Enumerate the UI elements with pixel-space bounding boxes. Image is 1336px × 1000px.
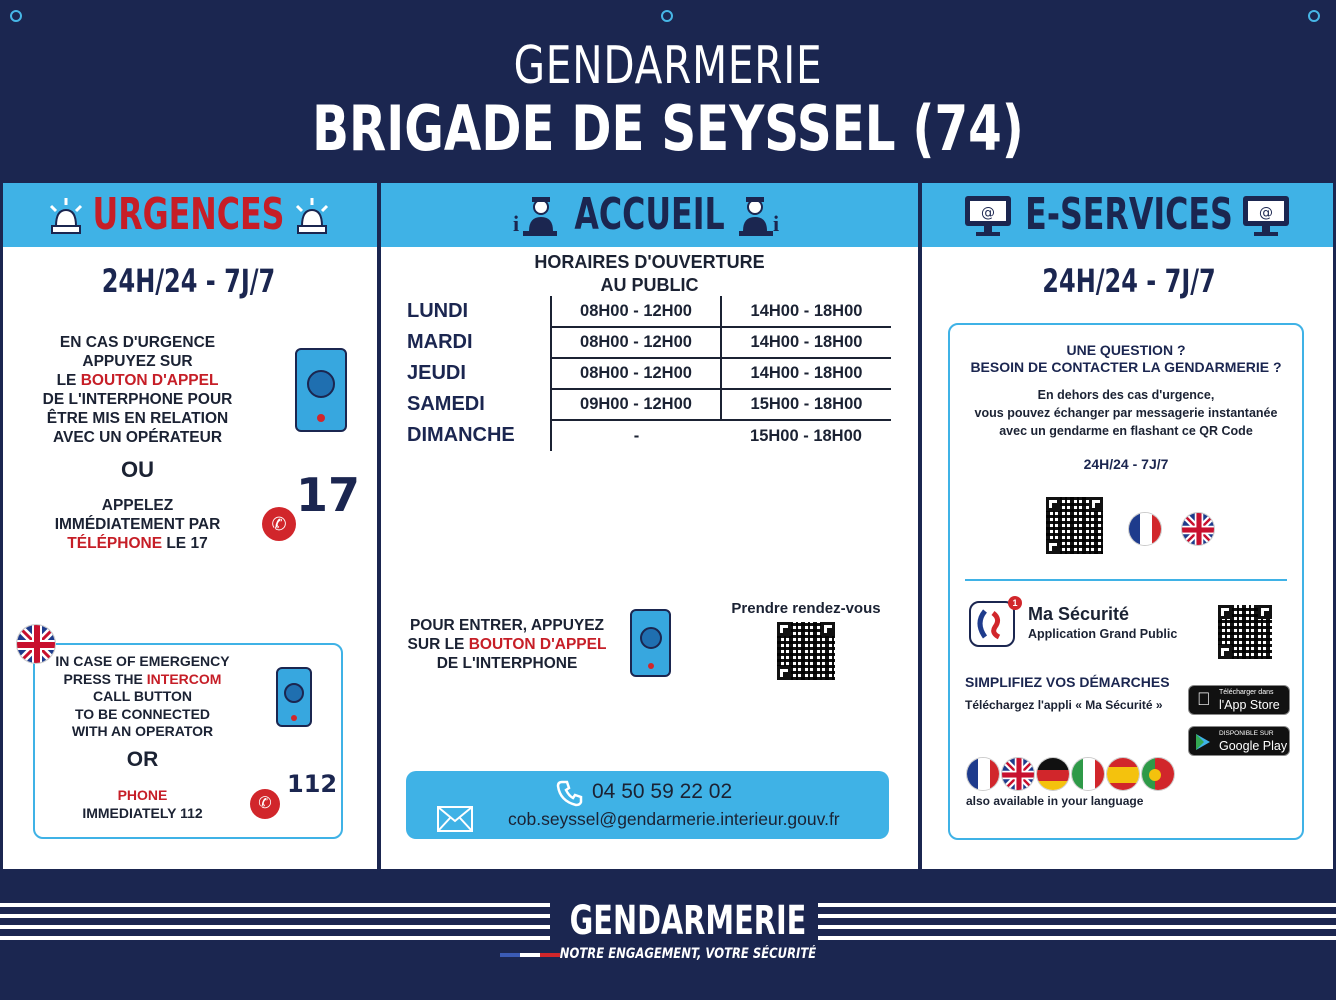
table-row [405,358,891,389]
text-line: ÊTRE MIS EN RELATION [46,410,229,427]
text-line: EN CAS D'URGENCE [59,334,216,351]
day-cell: DIMANCHE [407,424,515,446]
text-line: APPUYEZ SUR [82,353,193,370]
opening-hours-table [405,296,891,451]
table-row [405,389,891,420]
intercom-button-icon [640,627,662,649]
afternoon-cell: 14H00 - 18H00 [721,296,891,327]
french-flag-icon [966,757,1000,791]
german-flag-icon [1036,757,1070,791]
simplify-heading: SIMPLIFIEZ VOS DÉMARCHES [965,674,1170,690]
svg-text:i: i [513,211,520,236]
text-line: AVEC UN OPÉRATEUR [52,429,223,446]
column-divider [918,183,922,869]
footer-stripe [818,903,1336,907]
intercom-icon [630,609,671,677]
portuguese-flag-icon [1141,757,1175,791]
english-instructions [50,653,235,741]
store-big-label: Google Play [1219,739,1288,753]
text-line: DE L'INTERPHONE POUR [42,391,233,408]
call-button-highlight: BOUTON D'APPEL [80,372,219,389]
intercom-button-icon [284,683,304,703]
phone-icon: ✆ [262,507,296,541]
languages-note: also available in your language [966,794,1144,808]
text-line: IMMÉDIATEMENT PAR [54,516,221,533]
svg-text:@: @ [981,205,995,221]
text-fragment: SUR LE [407,636,469,653]
telephone-highlight: TÉLÉPHONE [67,535,163,552]
left-edge [0,183,3,869]
intercom-led-icon [317,414,325,422]
day-cell: LUNDI [407,300,469,322]
morning-cell: 08H00 - 12H00 [551,358,721,389]
english-call-text [50,787,235,822]
eservices-hours: 24H/24 - 7J/7 [1042,262,1216,300]
spanish-flag-icon [1106,757,1140,791]
footer-stripe [818,925,1336,929]
header-title: GENDARMERIE [513,36,823,96]
day-cell: JEUDI [407,362,466,384]
header-banner [0,0,1336,183]
computer-icon [1240,193,1292,239]
corner-ring-icon [661,10,673,22]
morning-cell: - [551,420,721,451]
intercom-led-icon [291,715,297,721]
or-separator: OR [126,748,159,771]
store-big-label: l'App Store [1219,698,1280,712]
envelope-icon [437,806,473,832]
urgences-hours: 24H/24 - 7J/7 [101,262,276,300]
emergency-number-112: 112 [287,770,338,798]
text-line: APPELEZ [101,497,174,514]
download-text: Téléchargez l'appli « Ma Sécurité » [965,698,1163,712]
phone-icon: ✆ [250,789,280,819]
contact-phone-number[interactable]: 04 50 59 22 02 [592,780,733,803]
intercom-led-icon [648,663,654,669]
text-line: UNE QUESTION ? [1066,342,1186,358]
apple-icon [1197,689,1211,710]
text-line: BESOIN DE CONTACTER LA GENDARMERIE ? [970,359,1282,375]
chat-qr-code[interactable] [1046,497,1103,554]
intercom-icon [276,667,312,727]
tricolor-bar [500,953,560,957]
text-line [50,671,235,689]
ou-separator: OU [121,457,154,482]
footer-stripe [0,936,550,940]
appointment-qr-code[interactable] [777,622,835,680]
store-small-label: DISPONIBLE SUR [1219,730,1274,737]
footer-stripe [0,925,550,929]
text-line: CALL BUTTON [92,688,193,704]
app-store-button[interactable] [1188,685,1290,715]
table-row [405,327,891,358]
urgences-instructions [20,333,255,447]
question-heading [948,342,1304,376]
accueil-title: ACCUEIL [574,189,725,240]
footer-brand: GENDARMERIE [569,898,807,944]
text-line: TO BE CONNECTED [74,705,211,722]
afternoon-cell: 15H00 - 18H00 [750,426,862,445]
footer-slogan: NOTRE ENGAGEMENT, VOTRE SÉCURITÉ [559,946,817,962]
appointment-label: Prendre rendez-vous [731,600,881,617]
eservices-title: E-SERVICES [1025,189,1233,240]
urgences-title: URGENCES [92,189,285,240]
text-line: HORAIRES D'OUVERTURE [534,252,765,272]
contact-email[interactable]: cob.seyssel@gendarmerie.interieur.gouv.fr [508,809,840,829]
intercom-icon [295,348,347,432]
text-line: IMMEDIATELY 112 [82,804,203,821]
enter-instructions [398,616,616,673]
chat-hours: 24H/24 - 7J/7 [1083,456,1169,472]
svg-text:i: i [773,211,780,236]
italian-flag-icon [1071,757,1105,791]
play-icon [1195,733,1211,751]
intercom-highlight: INTERCOM [146,670,222,687]
siren-icon [292,196,332,236]
corner-ring-icon [10,10,22,22]
afternoon-cell: 15H00 - 18H00 [721,389,891,420]
urgences-call-text [20,496,255,553]
french-flag-icon[interactable] [1128,512,1162,546]
text-line: IN CASE OF EMERGENCY [55,653,230,669]
text-fragment: PRESS THE [63,670,147,687]
header-subtitle: BRIGADE DE SEYSSEL (74) [312,92,1024,165]
text-line [398,635,616,654]
day-cell: SAMEDI [407,393,485,415]
text-line: DE L'INTERPHONE [436,655,578,672]
text-line: En dehors des cas d'urgence, [1037,388,1215,402]
emergency-number-17: 17 [296,468,361,522]
morning-cell: 08H00 - 12H00 [551,327,721,358]
app-name: Ma Sécurité [1028,604,1130,624]
morning-cell: 08H00 - 12H00 [551,296,721,327]
uk-flag-icon [1001,757,1035,791]
corner-ring-icon [1308,10,1320,22]
morning-cell: 09H00 - 12H00 [551,389,721,420]
uk-flag-icon[interactable] [1181,512,1215,546]
text-line: vous pouvez échanger par messagerie instantanée [974,406,1278,420]
opening-hours-title [381,251,918,297]
ma-securite-app-icon[interactable] [969,601,1015,647]
day-cell: MARDI [407,331,473,353]
footer-stripe [818,936,1336,940]
eservices-band [922,183,1336,247]
text-fragment: LE 17 [162,535,208,552]
app-subtitle: Application Grand Public [1028,627,1178,641]
divider [965,579,1287,581]
text-line: AU PUBLIC [600,275,699,295]
svg-text:@: @ [1259,205,1273,221]
text-line [20,534,255,553]
intercom-button-icon [307,370,335,398]
call-button-highlight: BOUTON D'APPEL [468,636,607,653]
phone-icon [556,779,584,807]
table-row [405,296,891,327]
footer-stripe [818,914,1336,918]
text-line: WITH AN OPERATOR [71,723,214,739]
urgences-band [0,183,377,247]
text-fragment: LE [56,372,81,389]
afternoon-cell: 14H00 - 18H00 [721,327,891,358]
reception-officer-icon [737,193,785,239]
text-line: POUR ENTRER, APPUYEZ [409,617,605,634]
notification-badge: 1 [1008,596,1022,610]
app-qr-code[interactable] [1218,605,1272,659]
text-line: avec un gendarme en flashant ce QR Code [999,424,1253,438]
table-row [405,420,891,451]
store-small-label: Télécharger dans [1219,689,1274,696]
footer-stripe [0,903,550,907]
footer-stripe [0,914,550,918]
chat-description [948,386,1304,440]
google-play-button[interactable] [1188,726,1290,756]
text-line [20,371,255,390]
accueil-band [381,183,918,247]
phone-highlight: PHONE [117,787,168,803]
afternoon-cell: 14H00 - 18H00 [721,358,891,389]
